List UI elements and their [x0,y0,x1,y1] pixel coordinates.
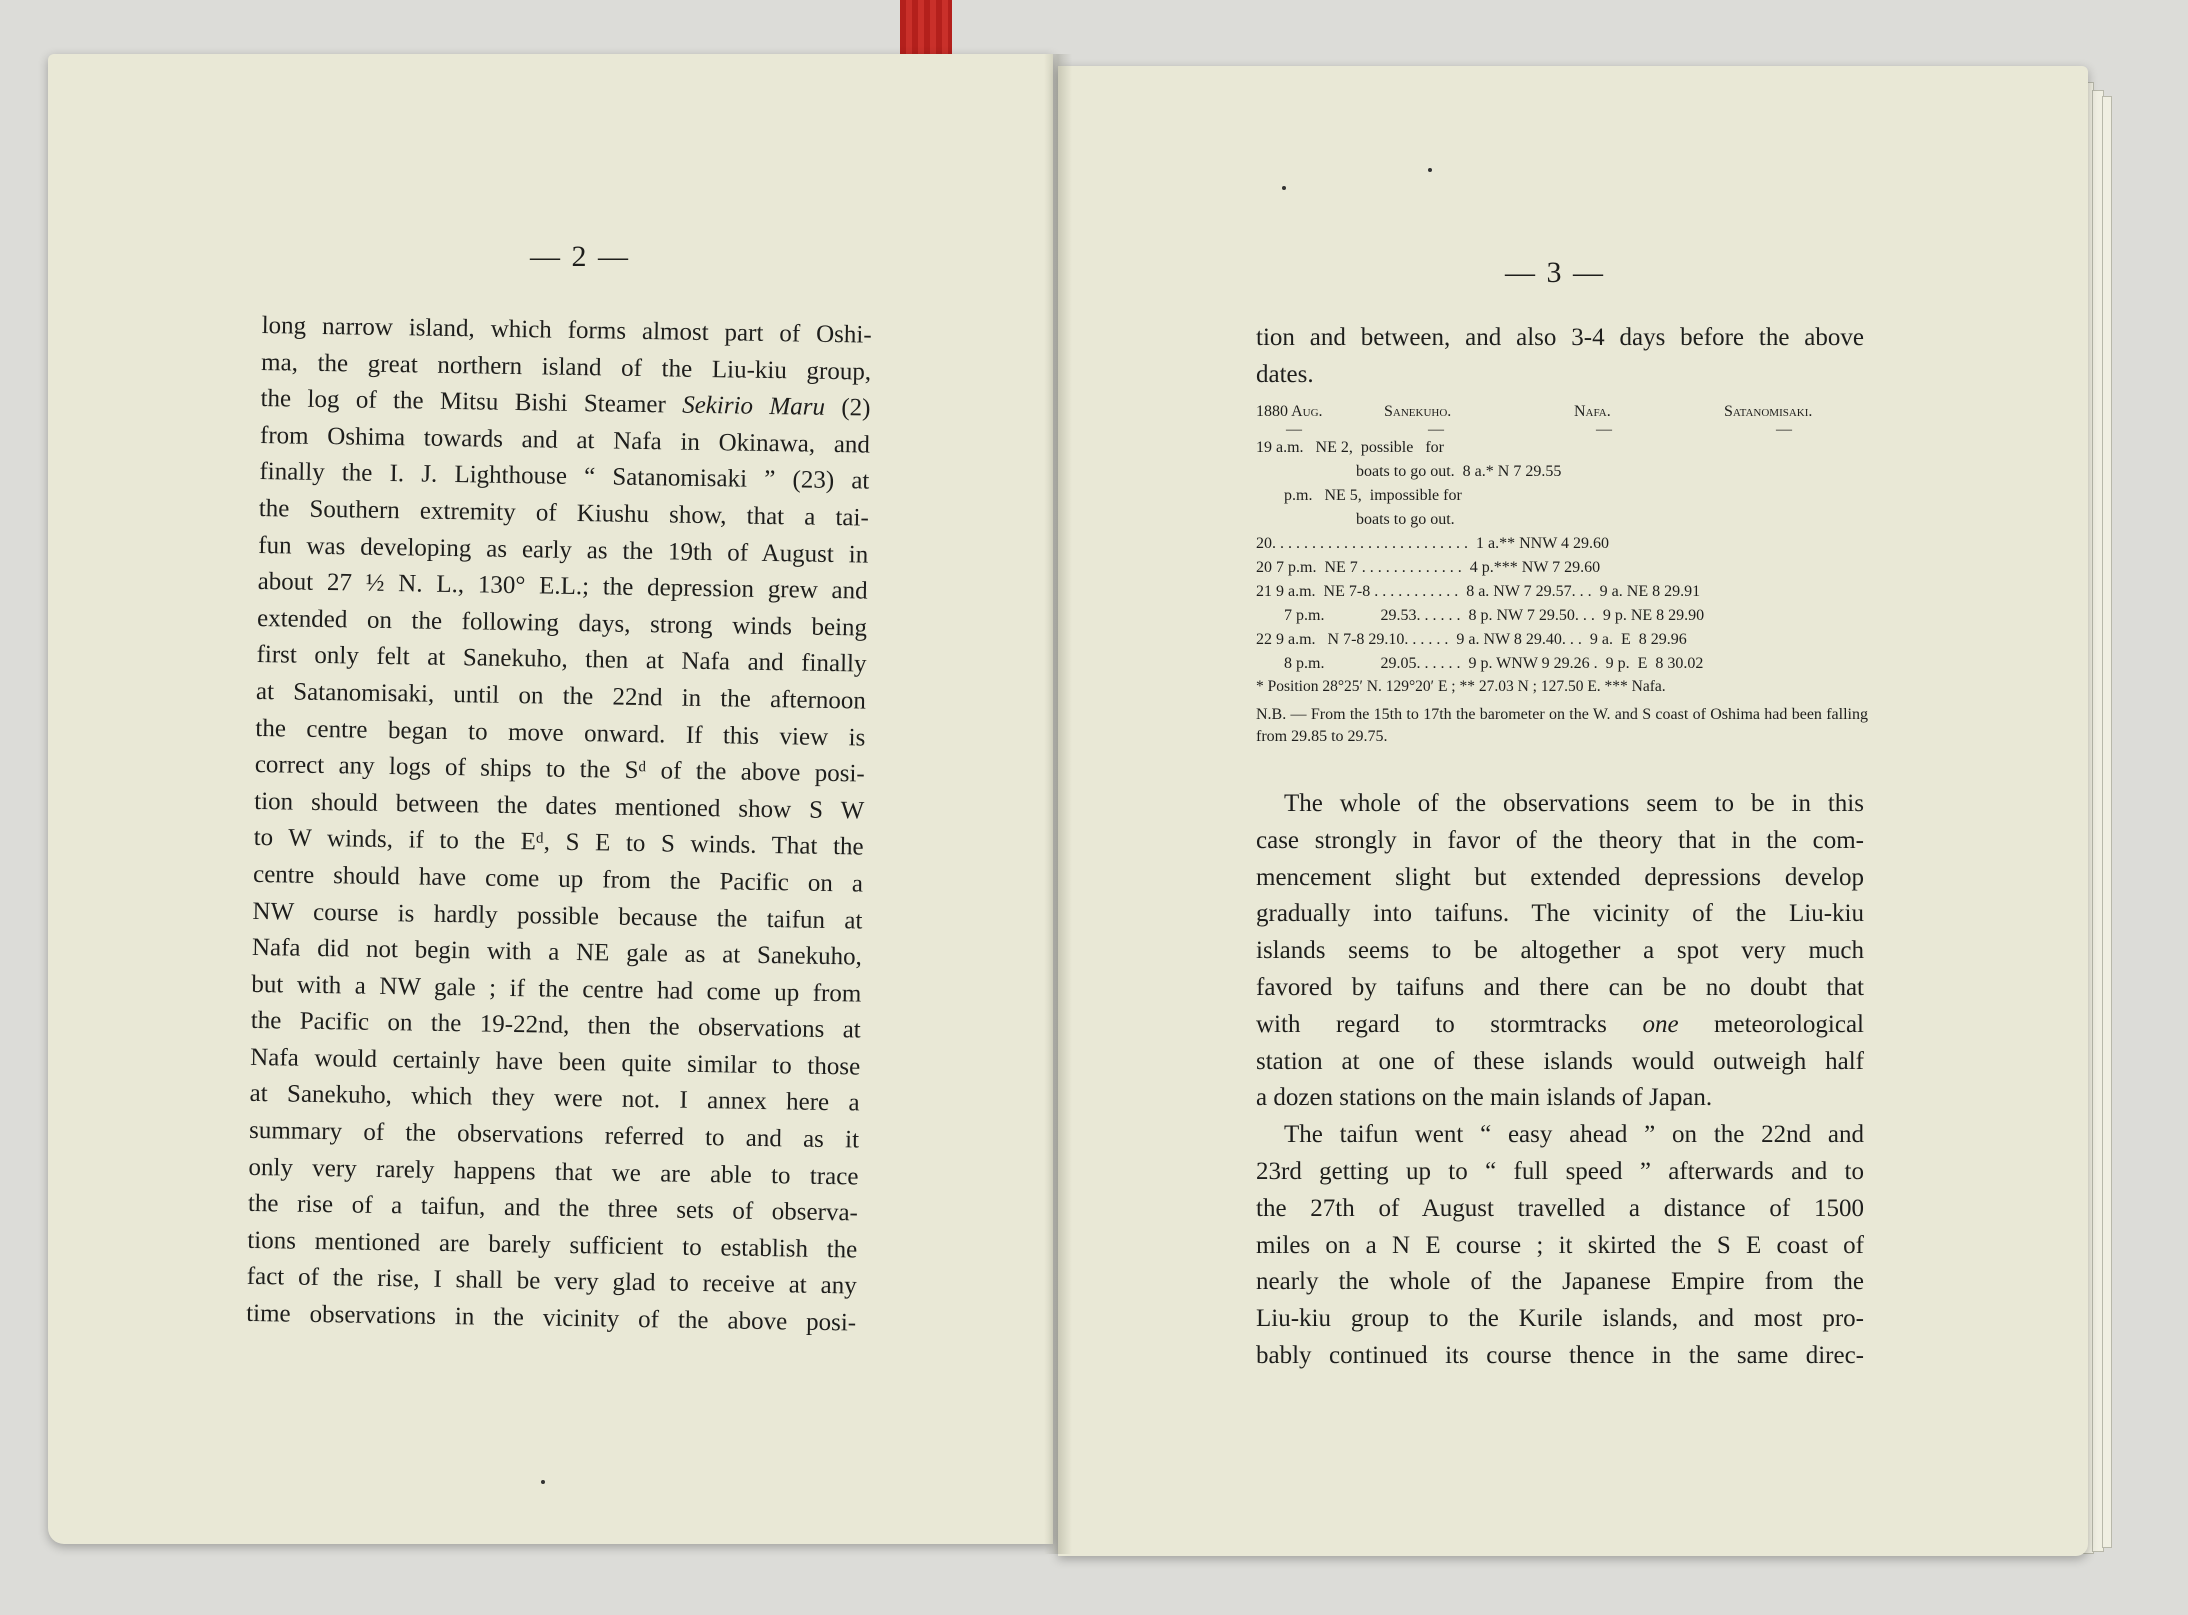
text-line: dates. [1256,360,1314,388]
header-dash: — [1286,421,1302,438]
observation-table [1256,400,1868,748]
text-line: bably continued its course thence in the same direc- [1256,1341,1864,1369]
table-header-rule [1256,421,1868,438]
text-line: gradually into taifuns. The vicinity of the Liu-kiu [1256,900,1864,928]
table-header-nafa: Nafa. [1574,403,1611,420]
text-line: the Pacific on the 19-22nd, then the observations at [250,1007,861,1044]
header-dash: — [1428,421,1444,438]
text-line: about 27 ½ N. L., 130° E.L.; the depression grew and [257,568,868,605]
table-row: 22 9 a.m. N 7-8 29.10. . . . . . 9 a. NW 8 29.40. . . 9 a. E 8 29.96 [1256,631,1687,648]
text-line: station at one of these islands would outweigh half [1256,1047,1864,1075]
text-line: The taifun went “ easy ahead ” on the 22nd and [1284,1121,1864,1149]
table-row: 7 p.m. 29.53. . . . . . 8 p. NW 7 29.50. . . 9 p. NE 8 29.90 [1256,607,1705,624]
text-line: Nafa did not begin with a NE gale as at Sanekuho, [251,934,863,971]
right-page-intro [1256,320,1864,393]
table-body [1256,436,1868,676]
text-line: mencement slight but extended depressions develop [1256,863,1864,891]
text-line: Liu-kiu group to the Kurile islands, and most pro- [1256,1305,1864,1333]
text-line: fun was developing as early as the 19th of August in [258,531,869,569]
text-line: first only felt at Sanekuho, then at Nafa and finally [256,641,867,678]
text-line: 23rd getting up to “ full speed ” afterwards and to [1256,1157,1864,1185]
table-header-sanekuho: Sanekuho. [1384,403,1452,420]
text-line: time observations in the vicinity of the above posi- [245,1299,857,1337]
text-line: Nafa would certainly have been quite similar to those [250,1043,861,1081]
text-line: nearly the whole of the Japanese Empire from the [1256,1268,1864,1296]
text-line: islands seems to be altogether a spot very much [1256,937,1864,965]
text-line: the 27th of August travelled a distance of 1500 [1256,1194,1864,1222]
text-line: with regard to stormtracks one meteorological [1256,1010,1864,1038]
text-line: favored by taifuns and there can be no doubt that [1256,973,1864,1001]
text-line: case strongly in favor of the theory that in the com- [1256,826,1864,854]
table-row: 19 a.m. NE 2, possible for [1256,439,1444,456]
page-number-right: — 3 — [1505,256,1605,289]
table-header-satanomisaki: Satanomisaki. [1724,403,1813,420]
table-row: boats to go out. 8 a.* N 7 29.55 [1256,463,1562,480]
text-line: only very rarely happens that we are able to trace [248,1153,859,1191]
text-line: the rise of a taifun, and the three sets of observa- [247,1190,859,1227]
table-header-date: 1880 Aug. [1256,403,1323,420]
nb-note: N.B. — From the 15th to 17th the barometer on the W. and S coast of Oshima had been falling from 29.85 to 29.75. [1256,706,1868,745]
text-line: to W winds, if to the Eᵈ, S E to S winds. That the [253,824,864,861]
table-row: 21 9 a.m. NE 7-8 . . . . . . . . . . . 8 a. NW 7 29.57. . . 9 a. NE 8 29.91 [1256,583,1701,600]
text-line: a dozen stations on the main islands of Japan. [1256,1084,1713,1112]
text-line: the Southern extremity of Kiushu show, that a tai- [258,494,869,532]
page-edge [2102,96,2112,1548]
page-number-left: — 2 — [530,240,630,273]
table-footnote: * Position 28°25′ N. 129°20′ E ; ** 27.03 N ; 127.50 E. *** Nafa. [1256,678,1666,695]
text-line: centre should have come up from the Pacific on a [252,860,864,898]
text-line: tions mentioned are barely sufficient to establish the [247,1226,858,1264]
text-line: The whole of the observations seem to be in this [1284,790,1864,817]
table-row: 20. . . . . . . . . . . . . . . . . . . . . . . . . 1 a.** NNW 4 29.60 [1256,535,1610,552]
table-row: 20 7 p.m. NE 7 . . . . . . . . . . . . . 4 p.*** NW 7 29.60 [1256,559,1601,576]
text-line: ma, the great northern island of the Liu-kiu group, [260,348,872,386]
text-line: finally the I. J. Lighthouse “ Satanomisaki ” (23) at [259,458,870,495]
text-line: correct any logs of ships to the Sᵈ of the above posi- [254,751,865,788]
text-line: tion and between, and also 3-4 days before the above [1256,324,1864,351]
text-line: tion should between the dates mentioned show S W [254,787,865,825]
header-dash: — [1776,421,1792,438]
text-line: at Satanomisaki, until on the 22nd in the afternoon [255,677,867,715]
table-row: boats to go out. [1256,511,1455,528]
text-line: at Sanekuho, which they were not. I annex here a [249,1080,860,1117]
table-row: p.m. NE 5, impossible for [1256,487,1462,504]
book-gutter [1044,54,1072,1554]
text-line: the centre began to move onward. If this view is [255,714,866,752]
text-line: extended on the following days, strong winds being [256,604,868,642]
speck [1282,186,1286,190]
text-line: long narrow island, which forms almost part of Oshi- [261,311,872,349]
text-line: from Oshima towards and at Nafa in Okinawa, and [259,421,871,459]
text-line: summary of the observations referred to and as it [248,1116,860,1154]
speck [541,1480,545,1484]
text-line: miles on a N E course ; it skirted the S E coast of [1256,1231,1864,1259]
right-page-text [1256,786,1864,1375]
header-dash: — [1596,421,1612,438]
text-line: fact of the rise, I shall be very glad to receive at any [246,1263,857,1300]
text-line: NW course is hardly possible because the taifun at [252,897,863,935]
speck [1428,168,1432,172]
table-row: 8 p.m. 29.05. . . . . . 9 p. WNW 9 29.26 . 9 p. E 8 30.02 [1256,655,1704,672]
text-line: but with a NW gale ; if the centre had come up from [251,970,862,1008]
text-line: the log of the Mitsu Bishi Steamer Sekirio Maru (2) [260,385,871,422]
left-page-text [246,308,872,1342]
